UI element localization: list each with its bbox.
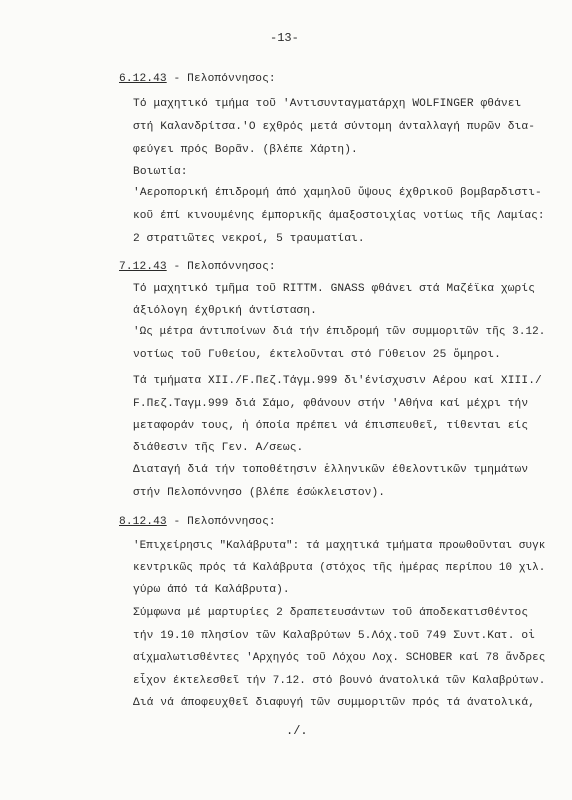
text-line: Βοιωτία: (133, 166, 188, 178)
text-line: κοῦ έπί κινουμένης έμπορικῆς άμαξοστοιχίας νοτίως τῆς Λαμίας: (133, 210, 545, 222)
text-line: κεντρικῶς πρός τά Καλάβρυτα (στόχος τῆς ἡμέρας περίπου 10 χιλ. (133, 562, 546, 574)
section-date: 6.12.43 (119, 73, 167, 85)
section-region: - Πελοπόννησος: (166, 516, 276, 528)
text-line: διάθεσιν τῆς Γεν. Α/σεως. (133, 442, 304, 454)
text-line: τήν 19.10 πλησίον τῶν Καλαβρύτων 5.Λόχ.τοῦ 749 Συντ.Κατ. οἱ (133, 630, 536, 642)
text-line: νοτίως τοῦ Γυθείου, έκτελοῦνται στό Γύθειον 25 ὅμηροι. (133, 349, 501, 361)
text-line: άξιόλογη έχθρική άντίσταση. (133, 305, 317, 317)
page-number: -13- (270, 31, 299, 45)
text-line: Τά τμήματα XII./F.Πεζ.Τάγμ.999 δι'ένίσχυσιν Αέρου καί XIII./ (133, 375, 542, 387)
text-line: στήν Πελοπόννησο (βλέπε έσώκλειστον). (133, 487, 386, 499)
text-line: Σύμφωνα μέ μαρτυρίες 2 δραπετευσάντων τοῦ άποδεκατισθέντος (133, 607, 529, 619)
text-line: εἶχον έκτελεσθεῖ τήν 7.12. στό βουνό άνατολικά τῶν Καλαβρύτων. (133, 675, 546, 687)
section-date: 7.12.43 (119, 261, 167, 273)
section-region: - Πελοπόννησος: (166, 73, 276, 85)
section-heading (119, 260, 276, 274)
text-line: Τό μαχητικό τμῆμα τοῦ RITTM. GNASS φθάνει στά Μαζέϊκα χωρίς (133, 283, 536, 295)
text-line: φεύγει πρός Βορᾶν. (βλέπε Χάρτη). (133, 144, 358, 156)
text-line: Διά νά άποφευχθεῖ διαφυγή τῶν συμμοριτῶν πρός τά άνατολικά, (133, 697, 536, 709)
text-line: F.Πεζ.Ταγμ.999 διά Σάμο, φθάνουν στήν 'Αθήνα καί μέχρι τήν (133, 398, 529, 410)
text-line: Διαταγή διά τήν τοποθέτησιν ἑλληνικῶν έθελοντικῶν τμημάτων (133, 464, 529, 476)
text-line: 2 στρατιῶτες νεκροί, 5 τραυματίαι. (133, 233, 365, 245)
section-heading (119, 72, 276, 86)
text-line: μεταφοράν τους, ἡ όποία πρέπει νά έπισπευθεῖ, τίθενται είς (133, 420, 529, 432)
text-line: 'Αεροπορική έπιδρομή άπό χαμηλοῦ ὕψους έχθρικοῦ βομβαρδιστι- (133, 187, 542, 199)
continuation-mark: ./. (286, 724, 308, 738)
text-line: γύρω άπό τά Καλάβρυτα). (133, 584, 290, 596)
text-line: 'Επιχείρησις "Καλάβρυτα": τά μαχητικά τμήματα προωθοῦνται συγκ (133, 540, 546, 552)
text-line: Τό μαχητικό τμήμα τοῦ 'Αντισυνταγματάρχη WOLFINGER φθάνει (133, 98, 522, 110)
section-heading (119, 515, 276, 529)
text-line: αίχμαλωτισθέντες 'Αρχηγός τοῦ Λόχου Λοχ. SCHOBER καί 78 ἄνδρες (133, 652, 546, 664)
text-line: 'Ως μέτρα άντιποίνων διά τήν έπιδρομή τῶν συμμοριτῶν τῆς 3.12. (133, 326, 546, 338)
section-region: - Πελοπόννησος: (166, 261, 276, 273)
section-date: 8.12.43 (119, 516, 167, 528)
text-line: στή Καλανδρίτσα.'Ο εχθρός μετά σύντομη άνταλλαγή πυρῶν δια- (133, 121, 536, 133)
